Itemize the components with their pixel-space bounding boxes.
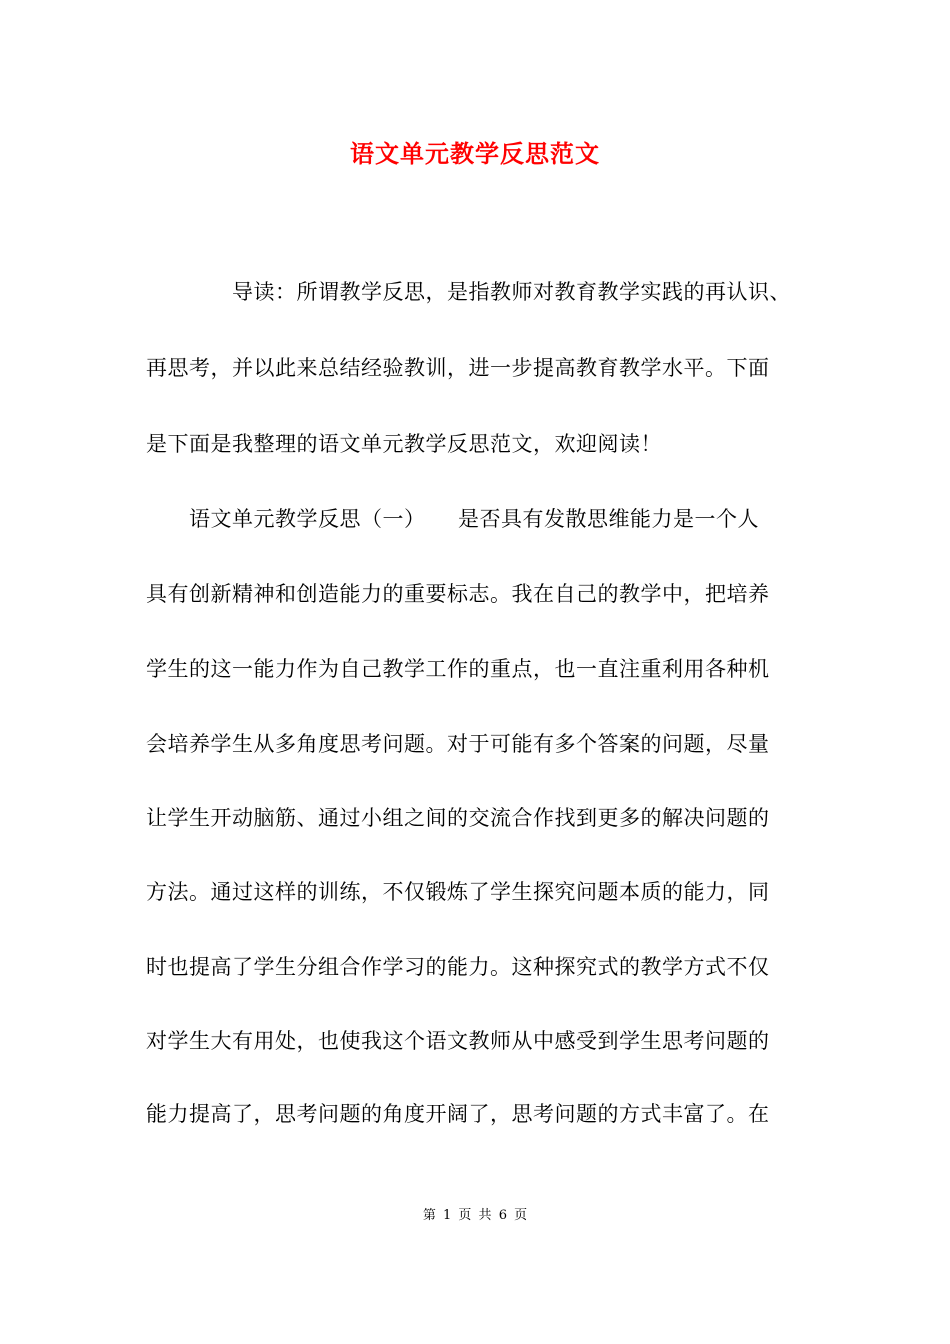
- body-line: 时也提高了学生分组合作学习的能力。这种探究式的教学方式不仅: [146, 955, 770, 979]
- body-line: 学生的这一能力作为自己教学工作的重点，也一直注重利用各种机: [146, 657, 770, 681]
- body-line: 语文单元教学反思（一） 是否具有发散思维能力是一个人: [189, 507, 759, 531]
- body-line: 具有创新精神和创造能力的重要标志。我在自己的教学中，把培养: [146, 582, 770, 606]
- body-line: 是下面是我整理的语文单元教学反思范文，欢迎阅读！: [146, 432, 662, 456]
- body-line: 对学生大有用处，也使我这个语文教师从中感受到学生思考问题的: [146, 1029, 770, 1053]
- body-line: 会培养学生从多角度思考问题。对于可能有多个答案的问题，尽量: [146, 732, 770, 756]
- page-number: 第 1 页 共 6 页: [422, 1208, 528, 1223]
- body-line: 能力提高了，思考问题的角度开阔了，思考问题的方式丰富了。在: [146, 1102, 770, 1126]
- body-line: 让学生开动脑筋、通过小组之间的交流合作找到更多的解决问题的: [146, 806, 770, 830]
- body-line: 导读：所谓教学反思，是指教师对教育教学实践的再认识、: [232, 280, 791, 304]
- document-title: 语文单元教学反思范文: [350, 139, 600, 168]
- body-line: 再思考，并以此来总结经验教训，进一步提高教育教学水平。下面: [146, 356, 770, 380]
- body-line: 方法。通过这样的训练，不仅锻炼了学生探究问题本质的能力，同: [146, 880, 770, 904]
